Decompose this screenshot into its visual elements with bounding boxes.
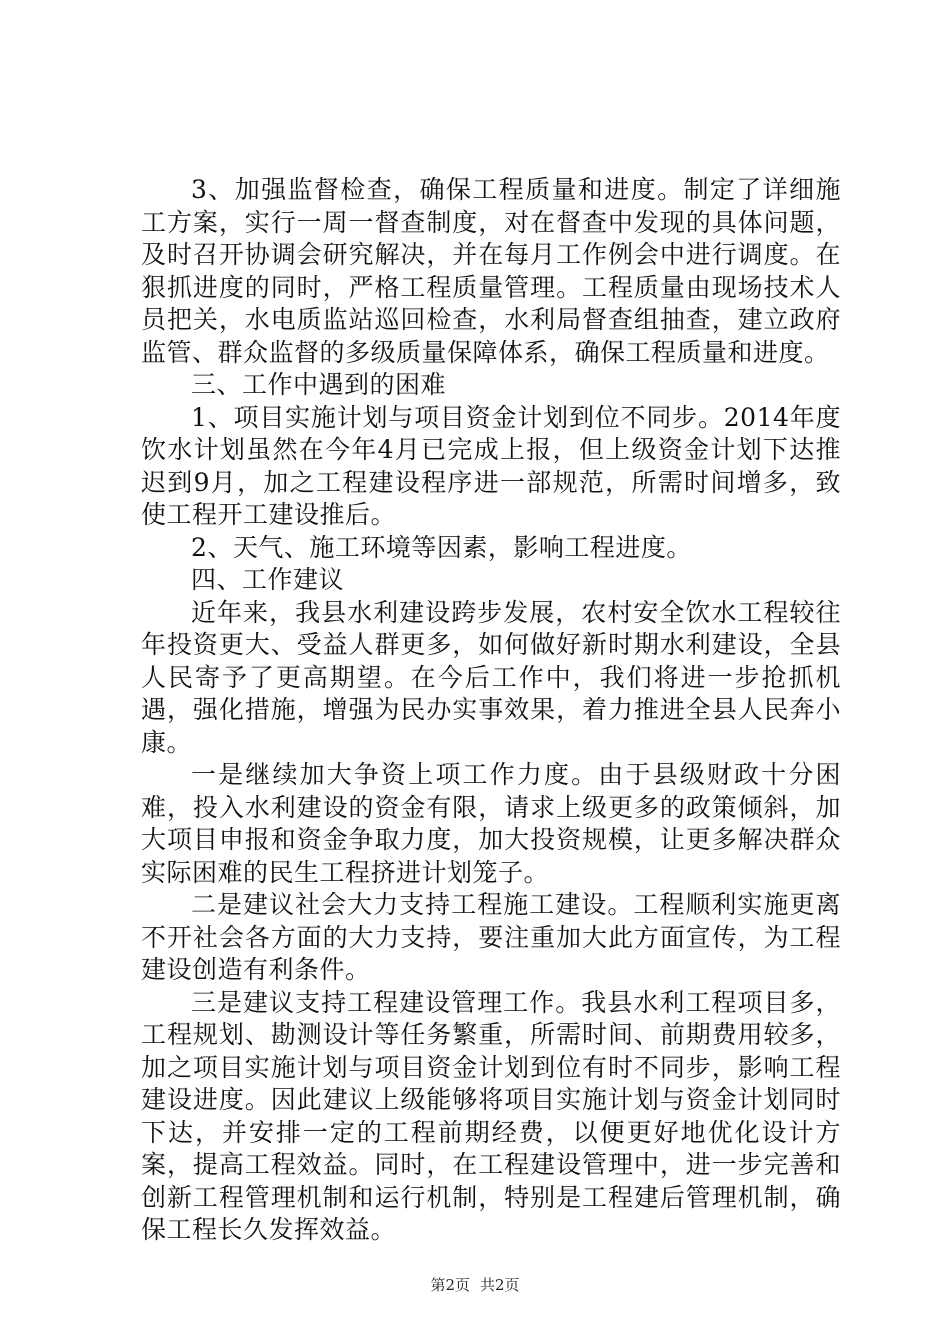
section-heading-suggestions: 四、工作建议 xyxy=(191,565,345,594)
section-heading-difficulties: 三、工作中遇到的困难 xyxy=(191,370,447,399)
paragraph-difficulty-funding: 1、项目实施计划与项目资金计划到位不同步。2014年度饮水计划虽然在今年4月已完成上报，但上级资金计划下达推迟到9月，加之工程建设程序进一部规范，所需时间增多，致使工程开工建设推后。 xyxy=(141,402,841,529)
page-total: 共2页 xyxy=(480,1276,520,1294)
paragraph-suggestion-one: 一是继续加大争资上项工作力度。由于县级财政十分困难，投入水利建设的资金有限，请求上级更多的政策倾斜，加大项目申报和资金争取力度，加大投资规模，让更多解决群众实际困难的民生工程挤进计划笼子。 xyxy=(141,760,841,887)
page-number: 第2页 xyxy=(430,1276,470,1294)
paragraph-suggestion-intro: 近年来，我县水利建设跨步发展，农村安全饮水工程较往年投资更大、受益人群更多，如何做好新时期水利建设，全县人民寄予了更高期望。在今后工作中，我们将进一步抢抓机遇，强化措施，增强为民办实事效果，着力推进全县人民奔小康。 xyxy=(141,597,841,757)
paragraph-supervision: 3、加强监督检查，确保工程质量和进度。制定了详细施工方案，实行一周一督查制度，对在督查中发现的具体问题，及时召开协调会研究解决，并在每月工作例会中进行调度。在狠抓进度的同时，严格工程质量管理。工程质量由现场技术人员把关，水电质监站巡回检查，水利局督查组抽查，建立政府监管、群众监督的多级质量保障体系，确保工程质量和进度。 xyxy=(141,175,841,367)
document-body xyxy=(141,174,841,1247)
page-footer xyxy=(0,1275,950,1295)
paragraph-suggestion-three: 三是建议支持工程建设管理工作。我县水利工程项目多，工程规划、勘测设计等任务繁重，所需时间、前期费用较多，加之项目实施计划与项目资金计划到位有时不同步，影响工程建设进度。因此建议上级能够将项目实施计划与资金计划同时下达，并安排一定的工程前期经费，以便更好地优化设计方案，提高工程效益。同时，在工程建设管理中，进一步完善和创新工程管理机制和运行机制，特别是工程建后管理机制，确保工程长久发挥效益。 xyxy=(141,987,841,1244)
paragraph-suggestion-two: 二是建议社会大力支持工程施工建设。工程顺利实施更离不开社会各方面的大力支持，要注重加大此方面宣传，为工程建设创造有利条件。 xyxy=(141,890,841,984)
paragraph-difficulty-weather: 2、天气、施工环境等因素，影响工程进度。 xyxy=(191,532,692,562)
